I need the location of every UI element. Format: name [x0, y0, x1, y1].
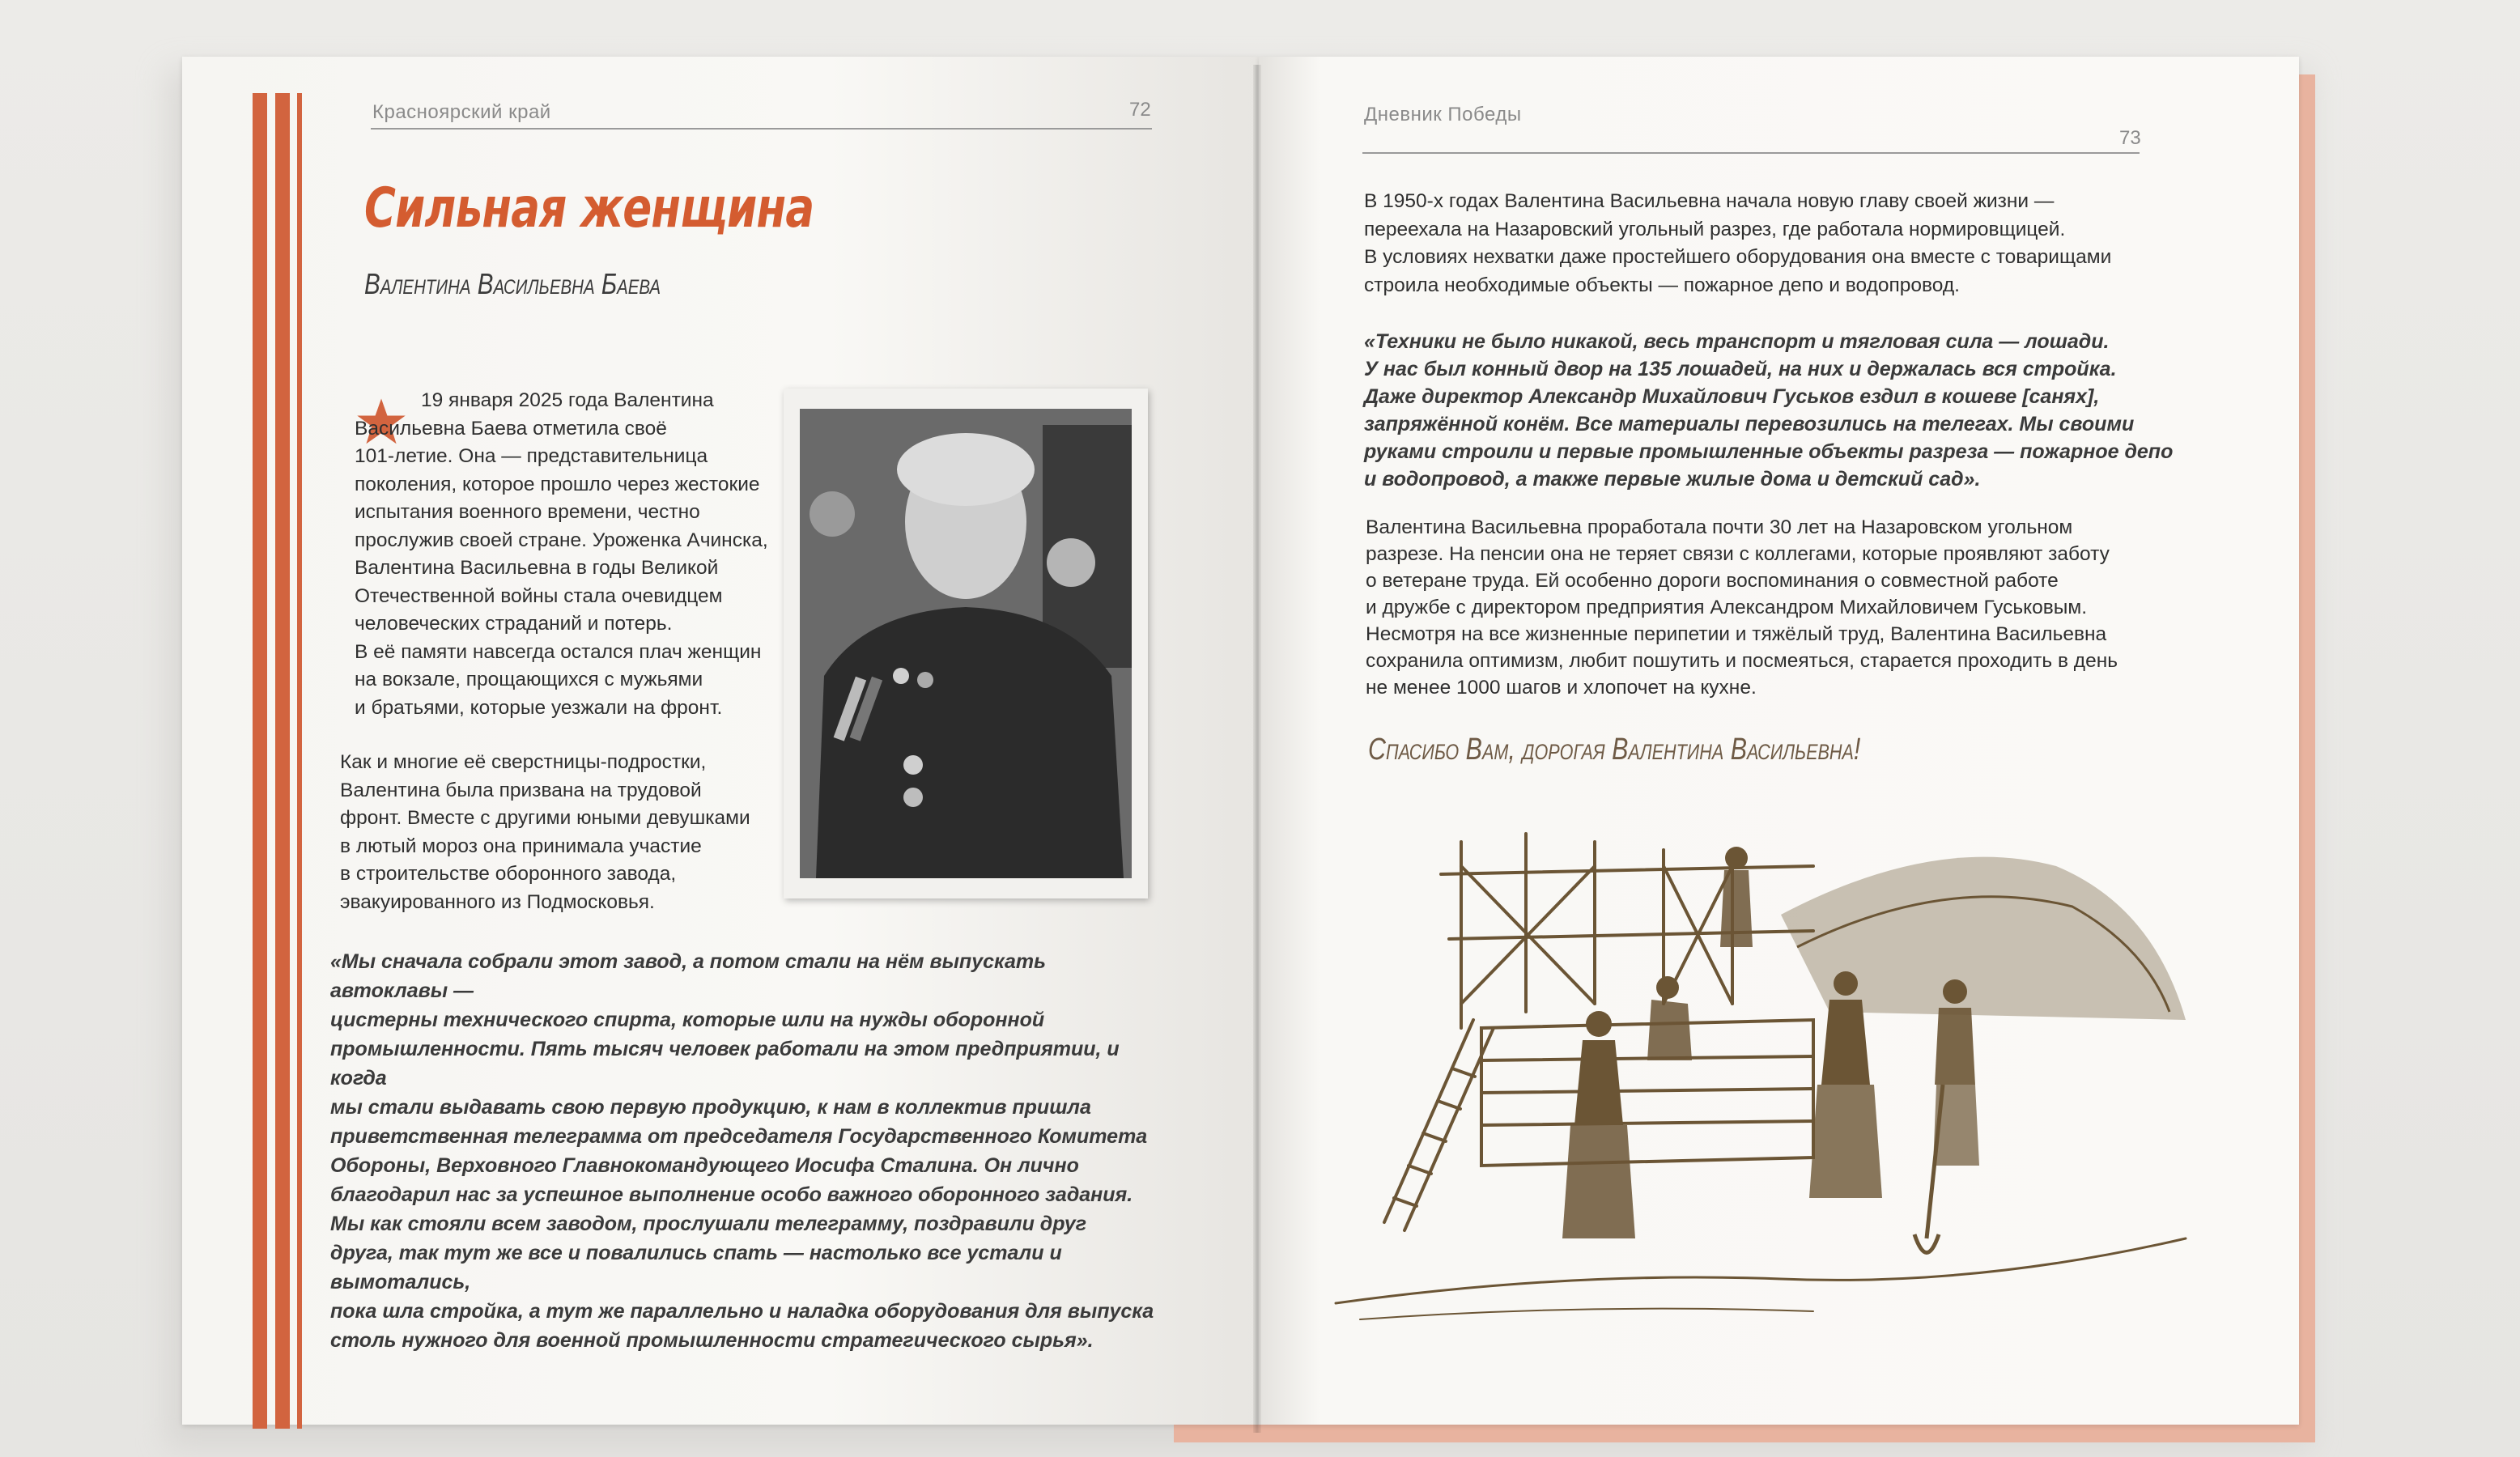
right-running-head: Дневник Победы — [1364, 104, 1522, 125]
article-title: Сильная женщина — [364, 176, 814, 240]
left-page-number: 72 — [1129, 99, 1151, 121]
right-paragraph-2: Валентина Васильевна проработала почти 30 лет на Назаровском угольном разрезе. На пенсии она не теряет связи с коллегами, которые проявляют заботу о ветеране труда. Ей особенно дороги воспоминания о совместной работе и дружбе с директором предприятия Александром Михайловичем Гуськовым. Несмотря на все жизненные перипетии и тяжёлый труд, Валентина Васильевна сохранила оптимизм, любит пошутить и посмеяться, старается проходить в день не менее 1000 шагов и хлопочет на кухне. — [1366, 516, 2118, 699]
article-subtitle: Валентина Васильевна Баева — [364, 267, 661, 300]
left-quote: «Мы сначала собрали этот завод, а потом стали на нём выпускать автоклавы — цистерны технического спирта, которые шли на нужды оборонной промышленности. Пять тысяч человек работали на этом предприятии, и когда мы стали выдавать свою первую продукцию, к нам в коллектив пришла приветственная телеграмма от председателя Государственного Комитета Обороны, Верховного Главнокомандующего Иосифа Сталина. Он лично благодарил нас за успешное выполнение особо важного оборонного задания. Мы как стояли всем заводом, прослушали телеграмму, поздравили друг друга, так тут же все и повалились спать — настолько все устали и вымотались, пока шла стройка, а тут же параллельно и наладка оборудования для выпуска столь нужного для военной промышленности стратегического сырья». — [330, 950, 1154, 1352]
portrait-photo-frame — [784, 389, 1148, 898]
veteran-portrait — [800, 409, 1132, 878]
left-paragraph-2: Как и многие её сверстницы-подростки, Валентина была призвана на трудовой фронт. Вместе с другими юными девушками в лютый мороз она принимала участие в строительстве оборонного завода, эвакуированного из Подмосковья. — [340, 751, 750, 913]
thanks-heading: Спасибо Вам, дорогая Валентина Васильевна! — [1368, 733, 1861, 767]
right-paragraph-1: В 1950-х годах Валентина Васильевна начала новую главу своей жизни — переехала на Назаровский угольный разрез, где работала нормировщицей. В условиях нехватки даже простейшего оборудования она вместе с товарищами строила необходимые объекты — пожарное депо и водопровод. — [1364, 190, 2112, 296]
decorative-stripe — [253, 93, 267, 1429]
decorative-stripe — [275, 93, 290, 1429]
left-header-rule — [371, 128, 1152, 130]
decorative-stripe — [297, 93, 302, 1429]
right-header-rule — [1362, 152, 2140, 154]
right-quote: «Техники не было никакой, весь транспорт и тягловая сила — лошади. У нас был конный двор на 135 лошадей, на них и держалась вся стройка. Даже директор Александр Михайлович Гуськов ездил в кошеве [санях], запряжённой конём. Все материалы перевозились на телегах. Мы своими руками строили и первые промышленные объекты разреза — пожарное депо и водопровод, а также первые жилые дома и детский сад». — [1364, 330, 2174, 491]
portrait-photo — [800, 409, 1132, 878]
construction-sketch-illustration — [1328, 818, 2202, 1336]
right-page-number: 73 — [2119, 127, 2141, 149]
left-paragraph-1: 19 января 2025 года Валентина Васильевна Баева отметила своё 101-летие. Она — представительница поколения, которое прошло через жестокие испытания военного времени, честно прослужив своей стране. Уроженка Ачинска, Валентина Васильевна в годы Великой Отечественной войны стала очевидцем человеческих страданий и потерь. В её памяти навсегда остался плач женщин на вокзале, прощающихся с мужьями и братьями, которые уезжали на фронт. — [355, 389, 768, 719]
book-spine — [1253, 65, 1261, 1433]
left-running-head: Красноярский край — [372, 101, 551, 123]
